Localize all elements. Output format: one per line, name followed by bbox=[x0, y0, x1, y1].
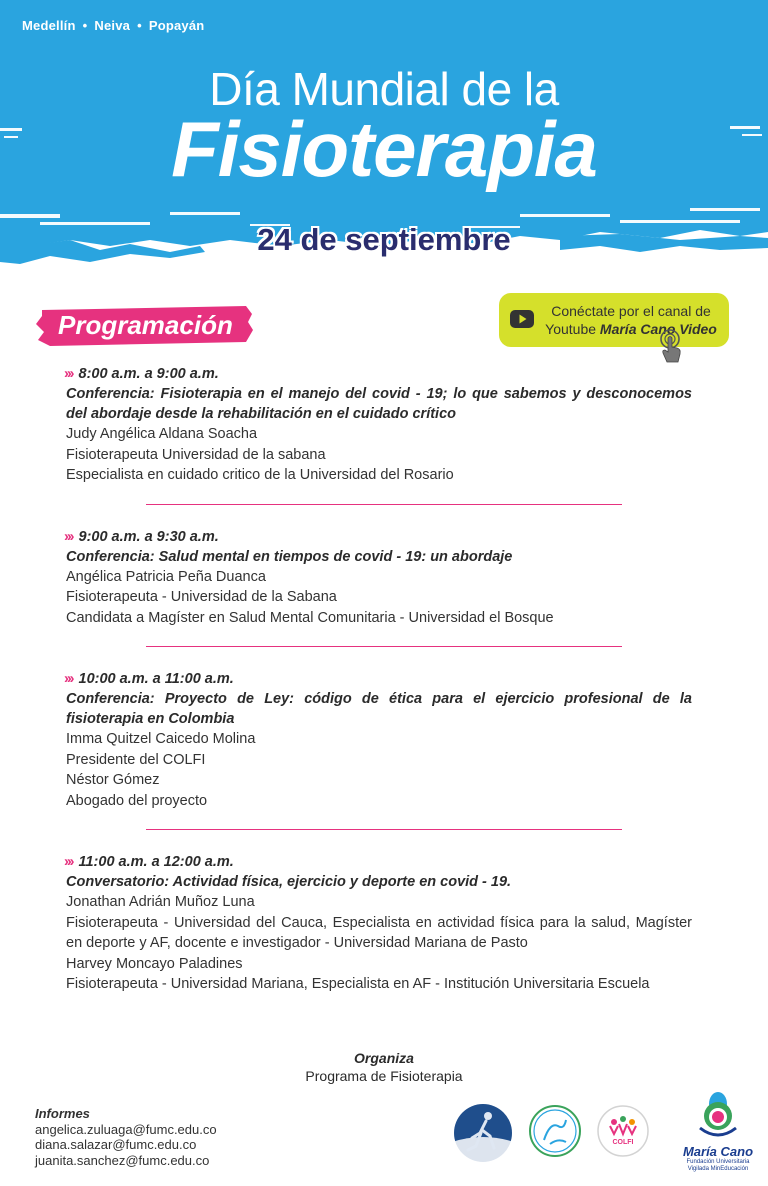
pointer-hand-icon bbox=[659, 329, 685, 363]
youtube-channel-link[interactable] bbox=[499, 293, 729, 347]
session-line: Candidata a Magíster en Salud Mental Comunitaria - Universidad el Bosque bbox=[66, 609, 554, 626]
maria-cano-subtitle bbox=[678, 1159, 758, 1173]
organizer-block bbox=[0, 1049, 768, 1085]
session-time-text: 9:00 a.m. a 9:30 a.m. bbox=[78, 528, 219, 545]
youtube-line-2-prefix: Youtube bbox=[545, 321, 600, 337]
title-line-2: Fisioterapia bbox=[171, 105, 597, 193]
maria-cano-name: María Cano bbox=[682, 1144, 754, 1159]
session-time-text: 10:00 a.m. a 11:00 a.m. bbox=[78, 671, 234, 687]
chevrons-right-icon: ››› bbox=[64, 671, 73, 687]
session-time bbox=[64, 669, 692, 689]
event-date: 24 de septiembre bbox=[257, 222, 511, 257]
session-line: Fisioterapeuta Universidad de la sabana bbox=[66, 446, 326, 463]
session-time-text: 8:00 a.m. a 9:00 a.m. bbox=[78, 366, 219, 382]
contact-block bbox=[35, 1106, 217, 1168]
organizer-label: Organiza bbox=[354, 1050, 414, 1066]
session-line: Fisioterapeuta - Universidad de la Sabana bbox=[66, 589, 337, 605]
cities-line bbox=[22, 18, 204, 33]
chevrons-right-icon: ››› bbox=[64, 528, 73, 545]
session-time bbox=[64, 527, 692, 547]
programacion-label: Programación bbox=[58, 310, 233, 340]
session-line: Angélica Patricia Peña Duanca bbox=[66, 568, 266, 585]
title-line-1: Día Mundial de la bbox=[209, 63, 559, 115]
divider bbox=[146, 504, 622, 505]
session bbox=[66, 364, 692, 505]
session-line: Especialista en cuidado critico de la Universidad del Rosario bbox=[66, 467, 454, 483]
youtube-channel-name: María Cano Video bbox=[599, 321, 717, 337]
session-title: Conferencia: Proyecto de Ley: código de ética para el ejercicio profesional de la fisioterapia en Colombia bbox=[66, 691, 692, 727]
session-time-text: 11:00 a.m. a 12:00 a.m. bbox=[78, 854, 234, 870]
session-line: Harvey Moncayo Paladines bbox=[66, 955, 243, 972]
session-title: Conversatorio: Actividad física, ejercicio y deporte en covid - 19. bbox=[66, 874, 512, 890]
physio-logo-icon bbox=[528, 1104, 582, 1158]
runner-logo-icon bbox=[452, 1102, 514, 1164]
session-line: Jonathan Adrián Muñoz Luna bbox=[66, 894, 255, 910]
session-time bbox=[64, 852, 692, 872]
divider bbox=[146, 829, 622, 830]
contact-email[interactable]: juanita.sanchez@fumc.edu.co bbox=[35, 1152, 210, 1168]
contact-email[interactable]: diana.salazar@fumc.edu.co bbox=[35, 1137, 197, 1152]
header-banner bbox=[0, 0, 768, 270]
session-line: Imma Quitzel Caicedo Molina bbox=[66, 731, 256, 747]
contact-email[interactable]: angelica.zuluaga@fumc.edu.co bbox=[35, 1121, 217, 1137]
session-title: Conferencia: Salud mental en tiempos de covid - 19: un abordaje bbox=[66, 548, 513, 565]
session-line: Néstor Gómez bbox=[66, 772, 160, 788]
chevrons-right-icon: ››› bbox=[64, 366, 73, 382]
city-separator: • bbox=[82, 18, 88, 33]
youtube-icon bbox=[510, 310, 534, 328]
divider bbox=[146, 646, 622, 647]
programacion-tag bbox=[36, 304, 254, 348]
session bbox=[66, 852, 692, 995]
session-line: Judy Angélica Aldana Soacha bbox=[66, 426, 258, 442]
youtube-text bbox=[539, 302, 723, 338]
colfi-logo-text: COLFI bbox=[612, 1139, 634, 1146]
chevrons-right-icon: ››› bbox=[64, 854, 73, 870]
session bbox=[66, 669, 692, 830]
session-time bbox=[64, 364, 692, 384]
city: Popayán bbox=[148, 18, 205, 33]
session-line: Fisioterapeuta - Universidad del Cauca, Especialista en actividad física para la salud, Magíster en deporte y AF, docente e investigador - Universidad Mariana de Pasto bbox=[66, 914, 692, 951]
organizer-name: Programa de Fisioterapia bbox=[305, 1068, 463, 1084]
youtube-line-1: Conéctate por el canal de bbox=[551, 303, 711, 319]
maria-cano-logo-icon bbox=[686, 1086, 750, 1144]
program-list bbox=[66, 364, 692, 995]
city: Medellín bbox=[22, 18, 76, 33]
colfi-logo-icon bbox=[596, 1104, 650, 1158]
session-line: Abogado del proyecto bbox=[66, 792, 208, 809]
contact-label: Informes bbox=[35, 1106, 90, 1121]
city-separator: • bbox=[137, 18, 142, 33]
session-line: Fisioterapeuta - Universidad Mariana, Especialista en AF - Institución Universitaria Escuela bbox=[66, 976, 650, 992]
maria-cano-sub-2: Vigilada MinEducación bbox=[687, 1166, 749, 1172]
city: Neiva bbox=[94, 18, 131, 33]
session-title: Conferencia: Fisioterapia en el manejo del covid - 19; lo que sabemos y desconocemos del abordaje desde la rehabilitación en el cuidado crítico bbox=[66, 386, 692, 422]
session bbox=[66, 527, 692, 648]
maria-cano-sub-1: Fundación Universitaria bbox=[686, 1159, 750, 1165]
session-line: Presidente del COLFI bbox=[66, 751, 206, 768]
